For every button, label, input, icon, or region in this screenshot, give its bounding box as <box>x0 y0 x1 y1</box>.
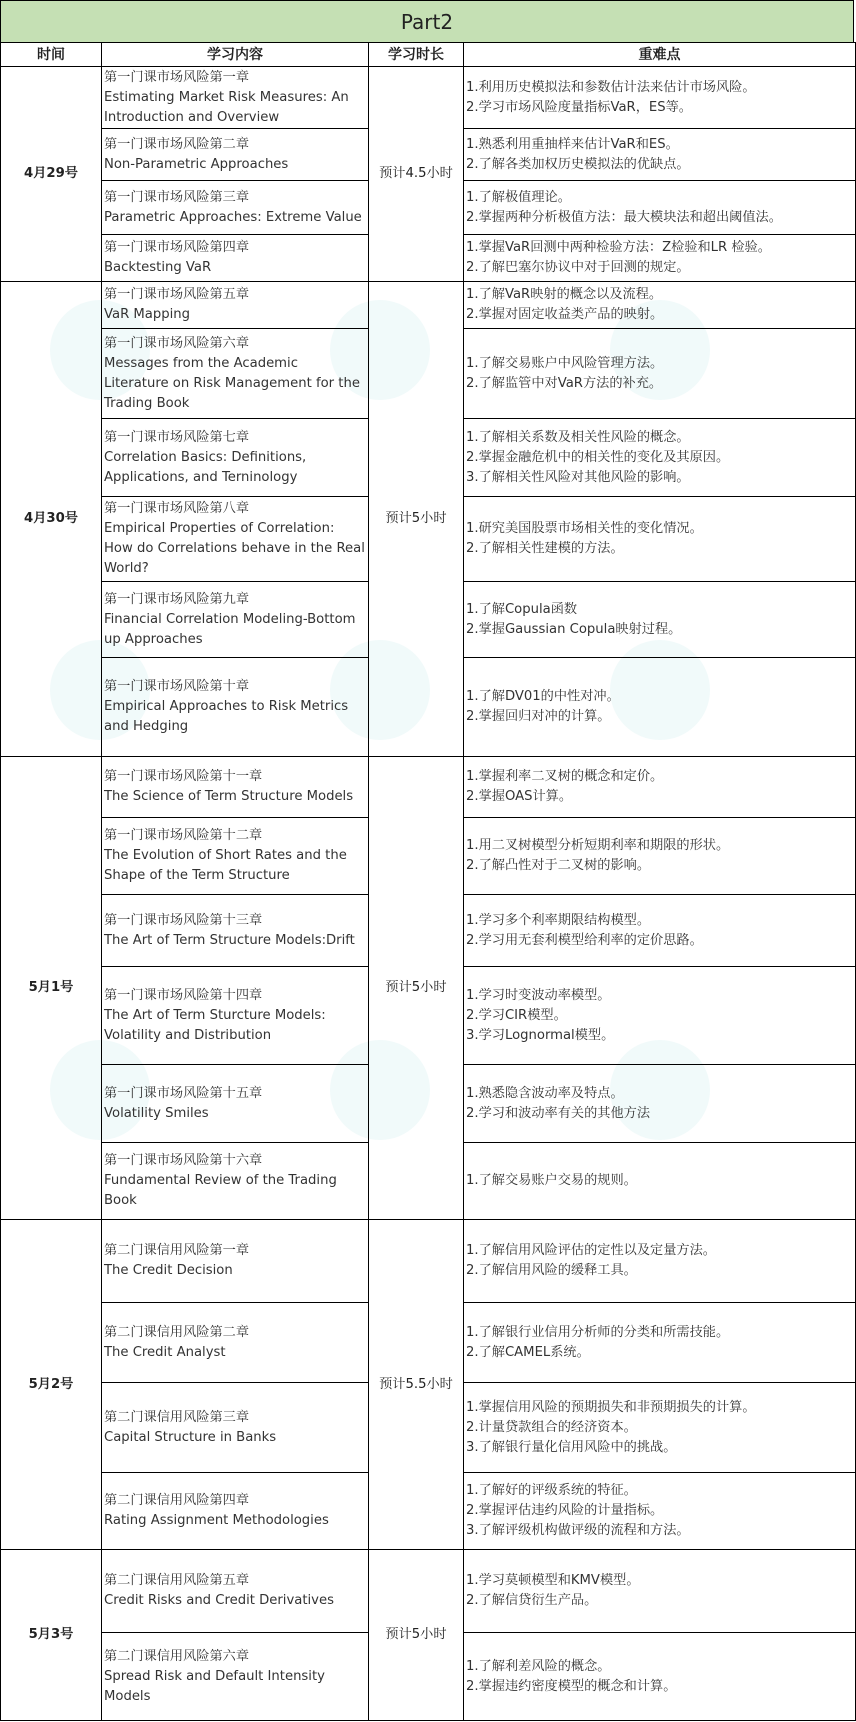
key-point-item: 2.掌握金融危机中的相关性的变化及其原因。 <box>466 449 730 465</box>
key-point-item: 2.学习用无套利模型给利率的定价思路。 <box>466 932 703 948</box>
chapter-label: 第二门课信用风险第六章 <box>104 1648 250 1664</box>
chapter-title: The Evolution of Short Rates and the Shape of the Term Structure <box>104 848 347 883</box>
key-points-cell <box>464 129 856 181</box>
key-point-item: 3.学习Lognormal模型。 <box>466 1027 615 1043</box>
key-point-item: 2.掌握对固定收益类产品的映射。 <box>466 307 664 322</box>
key-point-item: 1.利用历史模拟法和参数估计法来估计市场风险。 <box>466 79 756 95</box>
key-points-cell <box>464 757 856 818</box>
column-header-content: 学习内容 <box>102 43 369 67</box>
key-points-cell <box>464 181 856 235</box>
column-header-row <box>1 43 856 67</box>
key-points-cell <box>464 235 856 282</box>
key-point-item: 1.了解银行业信用分析师的分类和所需技能。 <box>466 1324 730 1340</box>
duration-cell: 预计5小时 <box>369 282 464 757</box>
key-point-item: 3.了解银行量化信用风险中的挑战。 <box>466 1439 677 1455</box>
chapter-title: The Science of Term Structure Models <box>104 789 354 804</box>
table-row <box>1 757 856 818</box>
key-point-item: 1.熟悉利用重抽样来估计VaR和ES。 <box>466 136 679 152</box>
table-row <box>1 1220 856 1303</box>
chapter-title: Messages from the Academic Literature on Risk Management for the Trading Book <box>104 355 360 411</box>
key-points-cell <box>464 1303 856 1383</box>
table-row <box>1 282 856 329</box>
key-point-item: 1.学习时变波动率模型。 <box>466 987 611 1003</box>
key-point-item: 1.了解好的评级系统的特征。 <box>466 1483 637 1498</box>
content-cell <box>102 1473 369 1550</box>
chapter-title: Volatility Smiles <box>104 1105 209 1121</box>
chapter-label: 第一门课市场风险第六章 <box>104 335 250 351</box>
key-point-item: 3.了解相关性风险对其他风险的影响。 <box>466 469 690 485</box>
key-points-cell <box>464 1065 856 1143</box>
key-point-item: 2.学习市场风险度量指标VaR，ES等。 <box>466 99 692 115</box>
key-point-item: 1.了解Copula函数 <box>466 601 578 617</box>
chapter-label: 第一门课市场风险第十三章 <box>104 912 263 928</box>
key-points-cell <box>464 967 856 1065</box>
key-points-cell <box>464 1473 856 1550</box>
key-points-cell <box>464 658 856 757</box>
chapter-title: Empirical Properties of Correlation: How do Correlations behave in the Real World? <box>104 521 365 576</box>
chapter-label: 第一门课市场风险第八章 <box>104 501 250 516</box>
key-point-item: 2.了解信贷衍生产品。 <box>466 1593 598 1608</box>
column-header-time: 时间 <box>1 43 102 67</box>
key-point-item: 2.学习和波动率有关的其他方法 <box>466 1105 651 1121</box>
table-row <box>1 67 856 129</box>
key-point-item: 1.掌握利率二叉树的概念和定价。 <box>466 769 664 784</box>
key-point-item: 2.计量贷款组合的经济资本。 <box>466 1419 637 1435</box>
content-cell <box>102 1633 369 1721</box>
key-point-item: 2.掌握评估违约风险的计量指标。 <box>466 1503 664 1518</box>
table-title: Part2 <box>0 0 854 42</box>
date-cell: 5月3号 <box>1 1550 102 1721</box>
date-cell: 5月1号 <box>1 757 102 1220</box>
key-point-item: 1.掌握VaR回测中两种检验方法：Z检验和LR 检验。 <box>466 240 771 255</box>
key-point-item: 1.了解DV01的中性对冲。 <box>466 689 620 704</box>
key-points-cell <box>464 282 856 329</box>
chapter-label: 第一门课市场风险第十四章 <box>104 987 263 1003</box>
chapter-title: The Art of Term Structure Models:Drift <box>104 932 355 948</box>
content-cell <box>102 1550 369 1633</box>
chapter-label: 第一门课市场风险第四章 <box>104 240 250 255</box>
chapter-label: 第一门课市场风险第十六章 <box>104 1153 263 1168</box>
chapter-label: 第一门课市场风险第二章 <box>104 136 250 152</box>
key-point-item: 2.掌握OAS计算。 <box>466 789 573 804</box>
key-points-cell <box>464 329 856 419</box>
key-point-item: 2.掌握两种分析极值方法：最大模块法和超出阈值法。 <box>466 209 782 225</box>
chapter-title: Estimating Market Risk Measures: An Introduction and Overview <box>104 89 349 125</box>
content-cell <box>102 235 369 282</box>
chapter-label: 第一门课市场风险第十二章 <box>104 828 263 843</box>
content-cell <box>102 967 369 1065</box>
content-cell <box>102 329 369 419</box>
content-cell <box>102 658 369 757</box>
key-point-item: 2.了解信用风险的缓释工具。 <box>466 1263 637 1278</box>
key-point-item: 2.学习CIR模型。 <box>466 1007 567 1023</box>
chapter-title: The Art of Term Sturcture Models: Volatility and Distribution <box>104 1007 326 1043</box>
key-point-item: 2.了解各类加权历史模拟法的优缺点。 <box>466 156 690 172</box>
key-point-item: 2.掌握违约密度模型的概念和计算。 <box>466 1678 677 1694</box>
content-cell <box>102 757 369 818</box>
chapter-label: 第二门课信用风险第一章 <box>104 1243 250 1258</box>
content-cell <box>102 1303 369 1383</box>
key-points-cell <box>464 1143 856 1220</box>
key-points-cell <box>464 67 856 129</box>
key-point-item: 1.学习莫顿模型和KMV模型。 <box>466 1573 640 1588</box>
date-cell: 5月2号 <box>1 1220 102 1550</box>
chapter-title: Fundamental Review of the Trading Book <box>104 1173 337 1208</box>
duration-cell: 预计5小时 <box>369 757 464 1220</box>
content-cell <box>102 181 369 235</box>
key-point-item: 1.用二叉树模型分析短期利率和期限的形状。 <box>466 838 730 853</box>
key-points-cell <box>464 1633 856 1721</box>
key-points-cell <box>464 419 856 497</box>
chapter-label: 第一门课市场风险第一章 <box>104 69 250 85</box>
key-points-cell <box>464 1220 856 1303</box>
content-cell <box>102 818 369 895</box>
chapter-title: Rating Assignment Methodologies <box>104 1513 329 1528</box>
chapter-title: Financial Correlation Modeling-Bottom up Approaches <box>104 611 356 647</box>
content-cell <box>102 1065 369 1143</box>
date-cell: 4月29号 <box>1 67 102 282</box>
key-point-item: 2.了解监管中对VaR方法的补充。 <box>466 375 663 391</box>
key-point-item: 2.了解凸性对于二叉树的影响。 <box>466 858 651 873</box>
chapter-label: 第一门课市场风险第三章 <box>104 189 250 205</box>
chapter-label: 第一门课市场风险第十章 <box>104 679 250 694</box>
content-cell <box>102 895 369 967</box>
content-cell <box>102 129 369 181</box>
content-cell <box>102 1383 369 1473</box>
table-row <box>1 1550 856 1633</box>
key-point-item: 1.学习多个利率期限结构模型。 <box>466 912 651 928</box>
content-cell <box>102 282 369 329</box>
content-cell <box>102 497 369 582</box>
content-cell <box>102 67 369 129</box>
duration-cell: 预计5小时 <box>369 1550 464 1721</box>
key-points-cell <box>464 582 856 658</box>
key-point-item: 1.熟悉隐含波动率及特点。 <box>466 1085 624 1101</box>
key-points-cell <box>464 1383 856 1473</box>
key-point-item: 2.了解巴塞尔协议中对于回测的规定。 <box>466 260 690 275</box>
key-points-cell <box>464 895 856 967</box>
chapter-label: 第一门课市场风险第十一章 <box>104 769 263 784</box>
key-point-item: 2.了解相关性建模的方法。 <box>466 541 624 556</box>
key-point-item: 1.了解交易账户中风险管理方法。 <box>466 355 664 371</box>
key-point-item: 1.了解极值理论。 <box>466 189 571 205</box>
chapter-title: Capital Structure in Banks <box>104 1429 277 1445</box>
chapter-label: 第二门课信用风险第三章 <box>104 1409 250 1425</box>
chapter-title: Correlation Basics: Definitions, Applications, and Terninology <box>104 449 307 485</box>
chapter-label: 第二门课信用风险第五章 <box>104 1573 250 1588</box>
content-cell <box>102 1143 369 1220</box>
content-cell <box>102 1220 369 1303</box>
chapter-label: 第二门课信用风险第四章 <box>104 1493 250 1508</box>
column-header-duration: 学习时长 <box>369 43 464 67</box>
key-point-item: 1.掌握信用风险的预期损失和非预期损失的计算。 <box>466 1399 756 1415</box>
key-points-cell <box>464 497 856 582</box>
content-cell <box>102 582 369 658</box>
key-points-cell <box>464 818 856 895</box>
key-point-item: 1.了解信用风险评估的定性以及定量方法。 <box>466 1243 716 1258</box>
chapter-title: Spread Risk and Default Intensity Models <box>104 1668 325 1704</box>
key-point-item: 1.研究美国股票市场相关性的变化情况。 <box>466 521 703 536</box>
key-point-item: 3.了解评级机构做评级的流程和方法。 <box>466 1523 690 1538</box>
chapter-label: 第一门课市场风险第九章 <box>104 591 250 607</box>
key-point-item: 1.了解交易账户交易的规则。 <box>466 1173 637 1188</box>
chapter-title: Backtesting VaR <box>104 260 212 275</box>
chapter-title: Non-Parametric Approaches <box>104 156 289 172</box>
content-cell <box>102 419 369 497</box>
column-header-key-points: 重难点 <box>464 43 856 67</box>
duration-cell: 预计5.5小时 <box>369 1220 464 1550</box>
duration-cell: 预计4.5小时 <box>369 67 464 282</box>
chapter-label: 第二门课信用风险第二章 <box>104 1324 250 1340</box>
table-body <box>1 67 856 1721</box>
date-cell: 4月30号 <box>1 282 102 757</box>
key-point-item: 1.了解相关系数及相关性风险的概念。 <box>466 429 690 445</box>
chapter-title: Parametric Approaches: Extreme Value <box>104 209 362 225</box>
chapter-title: The Credit Decision <box>104 1263 233 1278</box>
chapter-title: Credit Risks and Credit Derivatives <box>104 1593 334 1608</box>
chapter-label: 第一门课市场风险第五章 <box>104 287 250 302</box>
chapter-label: 第一门课市场风险第十五章 <box>104 1085 263 1101</box>
key-point-item: 1.了解VaR映射的概念以及流程。 <box>466 287 663 302</box>
chapter-label: 第一门课市场风险第七章 <box>104 429 250 445</box>
key-point-item: 2.掌握Gaussian Copula映射过程。 <box>466 621 682 637</box>
chapter-title: The Credit Analyst <box>104 1344 226 1360</box>
key-point-item: 2.掌握回归对冲的计算。 <box>466 709 611 724</box>
key-points-cell <box>464 1550 856 1633</box>
study-plan-table <box>0 42 856 1721</box>
key-point-item: 2.了解CAMEL系统。 <box>466 1344 590 1360</box>
chapter-title: VaR Mapping <box>104 307 191 322</box>
key-point-item: 1.了解利差风险的概念。 <box>466 1658 611 1674</box>
chapter-title: Empirical Approaches to Risk Metrics and Hedging <box>104 699 349 734</box>
